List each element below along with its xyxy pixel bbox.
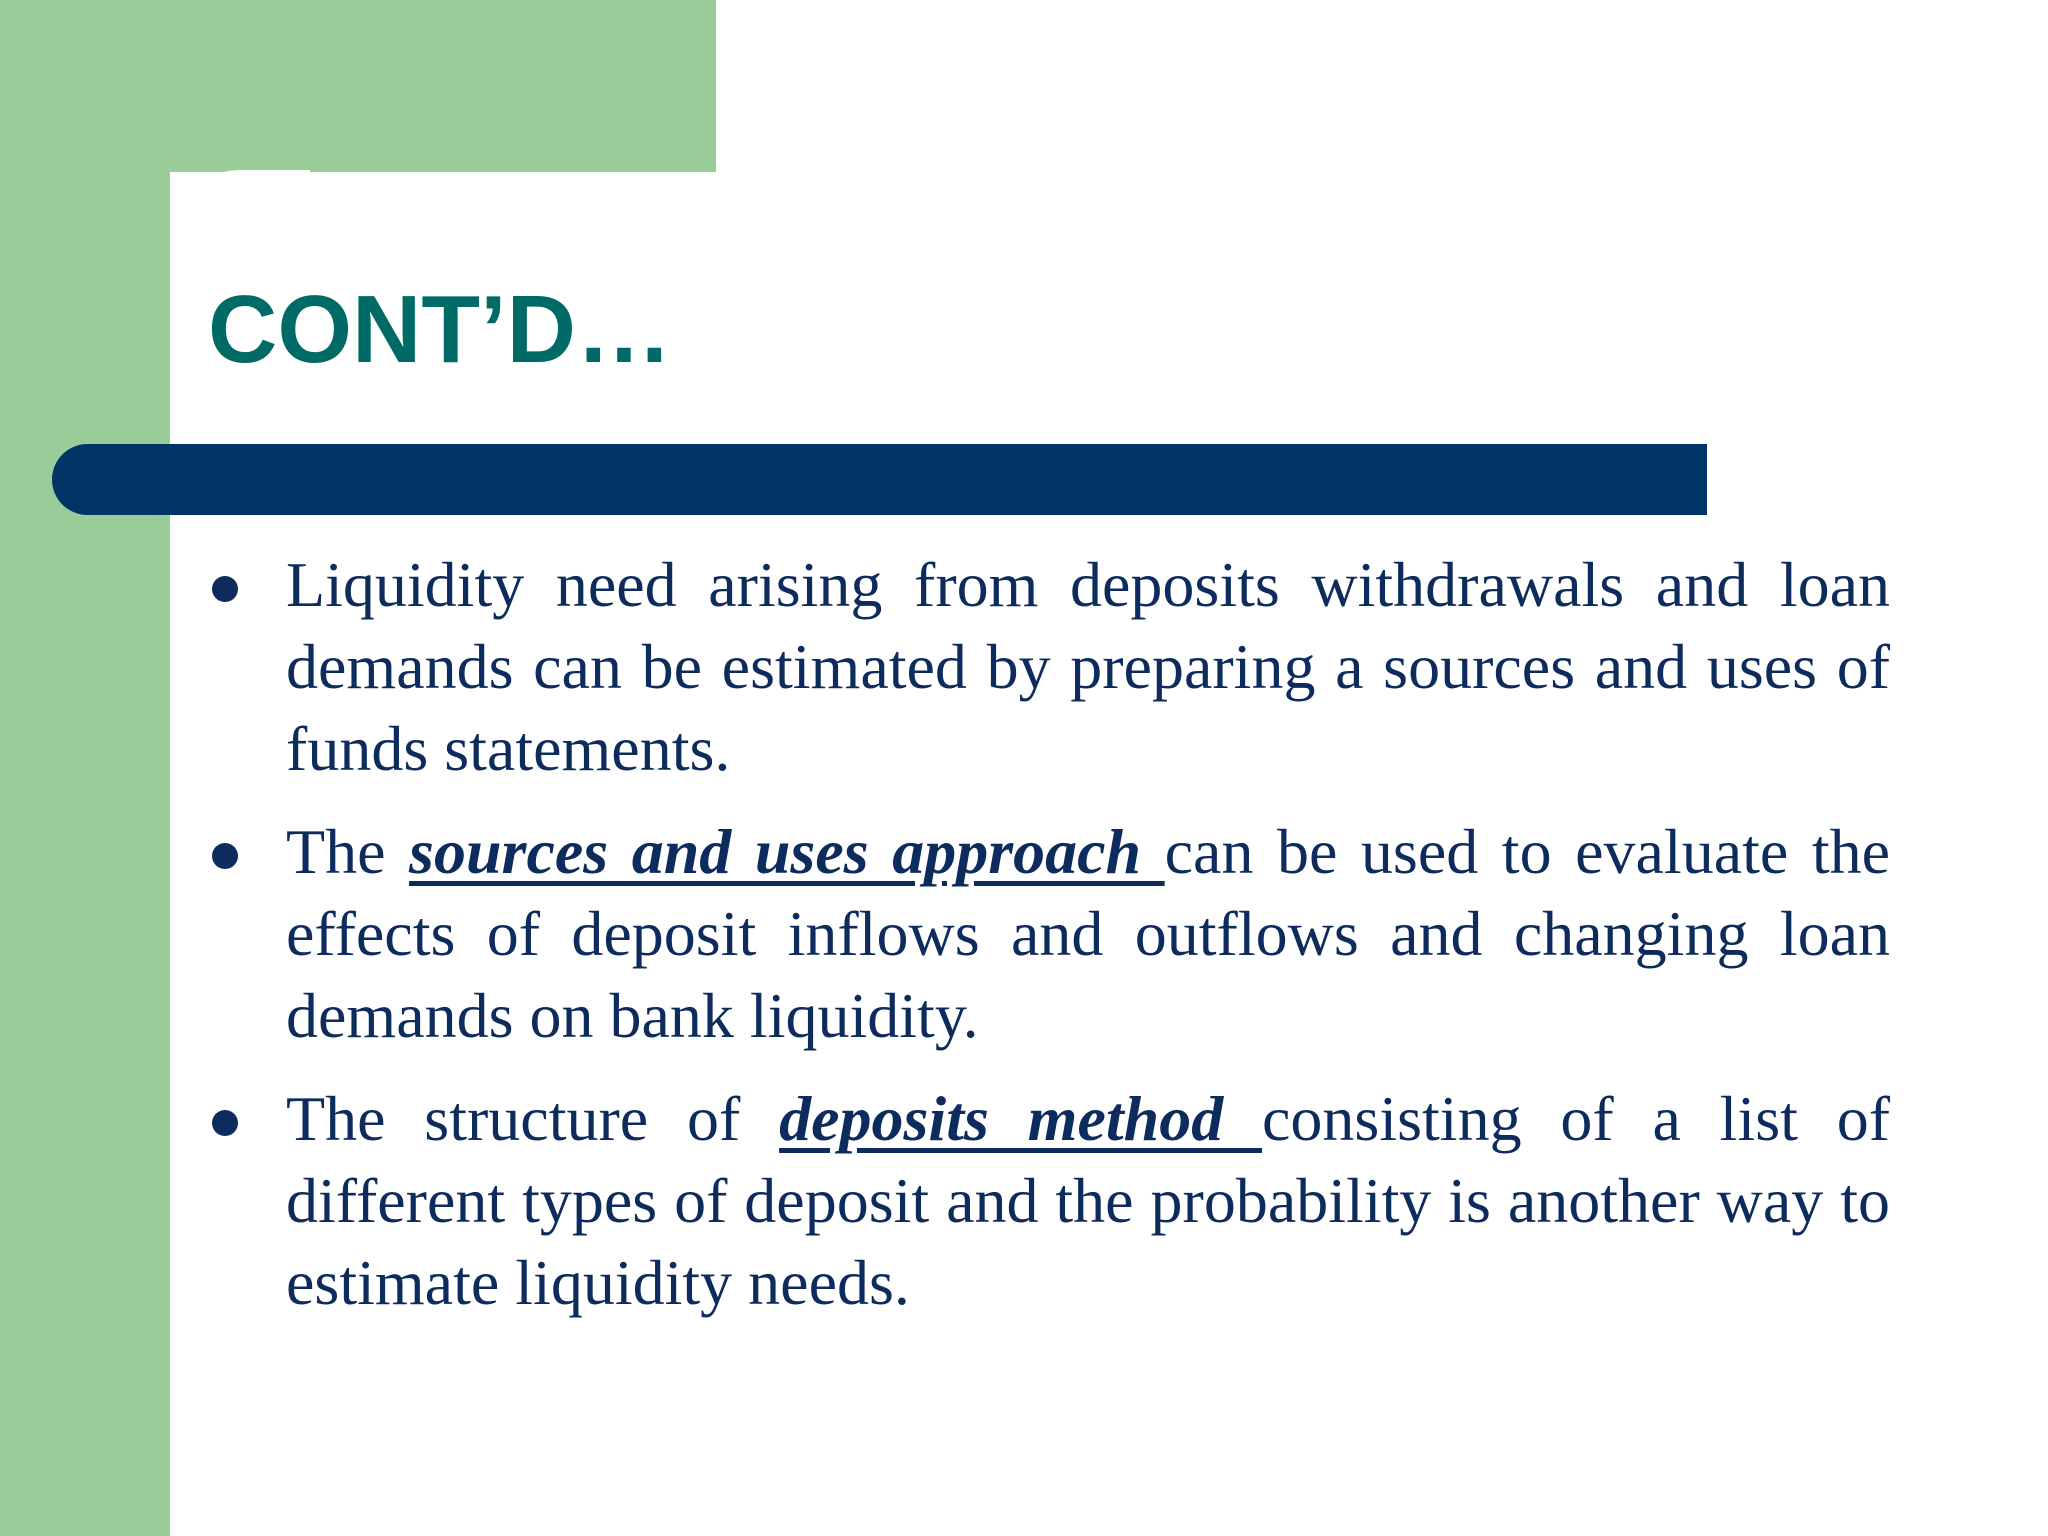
bullet-dot-icon bbox=[212, 843, 238, 869]
bullet-dot-icon bbox=[212, 1110, 238, 1136]
bullet-text: Liquidity need arising from deposits withdrawals and loan demands can be estimated by preparing a sources and uses of funds statements. bbox=[286, 549, 1890, 784]
green-side-strip bbox=[0, 0, 170, 1536]
bullet-text-after: can be used to evaluate the effects of deposit inflows and outflows and changing loan demands on bank liquidity. bbox=[286, 816, 1891, 1051]
slide-title: CONT’D… bbox=[208, 276, 672, 383]
bullet-list bbox=[208, 544, 1890, 1345]
bullet-item bbox=[208, 811, 1890, 1057]
bullet-text-before: The structure of bbox=[286, 1083, 780, 1154]
bullet-item bbox=[208, 1078, 1890, 1324]
emphasized-term: deposits method bbox=[779, 1083, 1263, 1154]
bullet-text-after: consisting of a list of different types of deposit and the probability is another way to estimate liquidity needs. bbox=[286, 1083, 1891, 1318]
bullet-dot-icon bbox=[212, 576, 238, 602]
bullet-item bbox=[208, 544, 1890, 790]
bullet-text-before: The bbox=[286, 816, 410, 887]
emphasized-term: sources and uses approach bbox=[409, 816, 1165, 887]
title-divider-bar bbox=[52, 444, 1707, 515]
